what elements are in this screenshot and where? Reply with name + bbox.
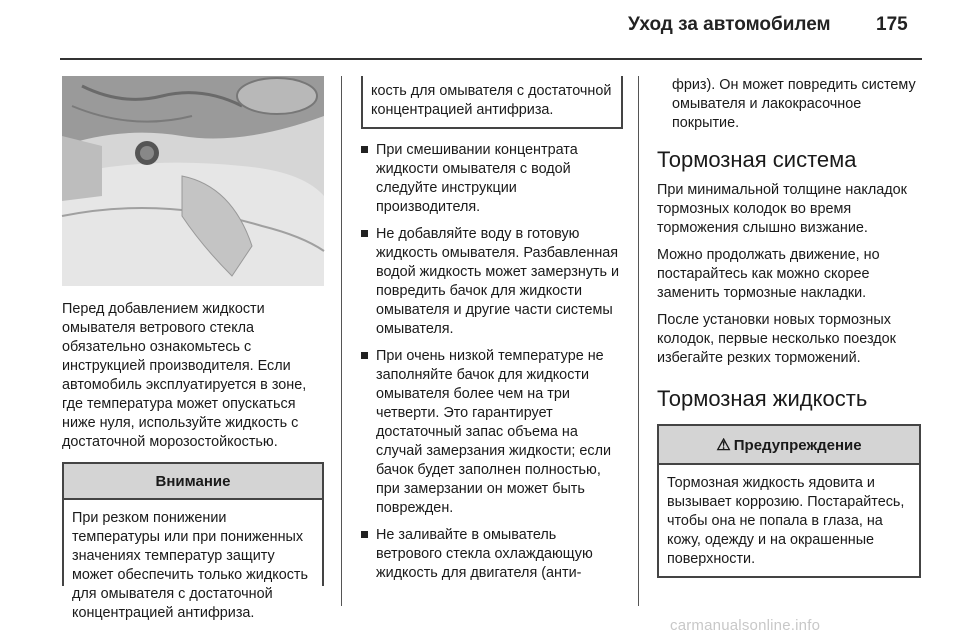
warning-heading: ⚠ Предупреждение: [659, 426, 919, 465]
bullet-square-icon: [361, 146, 368, 153]
notice-box-continued: [361, 76, 623, 129]
section-title-brake-system: Тормозная система: [657, 147, 857, 172]
notice-heading: Внимание: [64, 464, 322, 500]
column-2: [361, 76, 623, 591]
bullet-square-icon: [361, 531, 368, 538]
brake-paragraph: При минимальной толщине накладок тормозных колодок во время торможения слышно визжание.: [657, 182, 907, 236]
header-rule: [60, 58, 922, 60]
column-divider-2: [638, 76, 639, 606]
notice-box: [62, 462, 324, 621]
brake-paragraph: Можно продолжать движение, но постарайтесь как можно скорее заменить тормозные накладки.: [657, 247, 880, 301]
bullet-square-icon: [361, 352, 368, 359]
bullet-continuation: фриз). Он может повредить систему омывателя и лакокрасочное покрытие.: [672, 77, 916, 131]
bullet-item: При смешивании концентрата жидкости омывателя с водой следуйте инструкции производителя.: [361, 141, 623, 217]
page-number: 175: [876, 14, 908, 35]
column-3: [657, 76, 921, 578]
warning-triangle-icon: ⚠: [716, 437, 731, 454]
warning-box: [657, 424, 921, 578]
warning-text: Тормозная жидкость ядовита и вызывает коррозию. Постарайтесь, чтобы она не попала в глаза, на кожу, одежду и на окрашенные поверхности.: [667, 475, 905, 567]
column-divider-1: [341, 76, 342, 606]
notice-continuation-text: кость для омывателя с достаточной концентрацией антифриза.: [371, 83, 612, 118]
watermark: carmanualsonline.info: [670, 617, 821, 634]
engine-bay-illustration: [62, 76, 324, 286]
washer-bullet-list: [361, 141, 623, 583]
notice-text: При резком понижении температуры или при пониженных значениях температур защиту может обеспечить только жидкость для омывателя с достаточной концентрацией антифриза.: [72, 510, 308, 621]
washer-fluid-intro: Перед добавлением жидкости омывателя ветрового стекла обязательно ознакомьтесь с инструкцией производителя. Если автомобиль эксплуатируется в зоне, где температура может опускаться ниже нуля, используйте жидкость с достаточной морозостойкостью.: [62, 301, 307, 450]
bullet-item: Не заливайте в омыватель ветрового стекла охлаждающую жидкость для двигателя (анти-: [361, 526, 623, 583]
bullet-square-icon: [361, 230, 368, 237]
washer-reservoir-photo: [62, 76, 324, 286]
column-1: [62, 76, 324, 621]
bullet-item: При очень низкой температуре не заполняйте бачок для жидкости омывателя более чем на три четверти. Это гарантирует достаточный запас объема на случай замерзания жидкости; если бачок будет заполнен полностью, при замерзании он может быть поврежден.: [361, 347, 623, 518]
section-title-brake-fluid: Тормозная жидкость: [657, 386, 868, 411]
brake-paragraph: После установки новых тормозных колодок, первые несколько поездок избегайте резких торможений.: [657, 312, 896, 366]
header-title: Уход за автомобилем: [628, 14, 831, 35]
bullet-item: Не добавляйте воду в готовую жидкость омывателя. Разбавленная водой жидкость может замерзнуть и повредить бачок для жидкости омывателя и другие части системы омывателя.: [361, 225, 623, 339]
